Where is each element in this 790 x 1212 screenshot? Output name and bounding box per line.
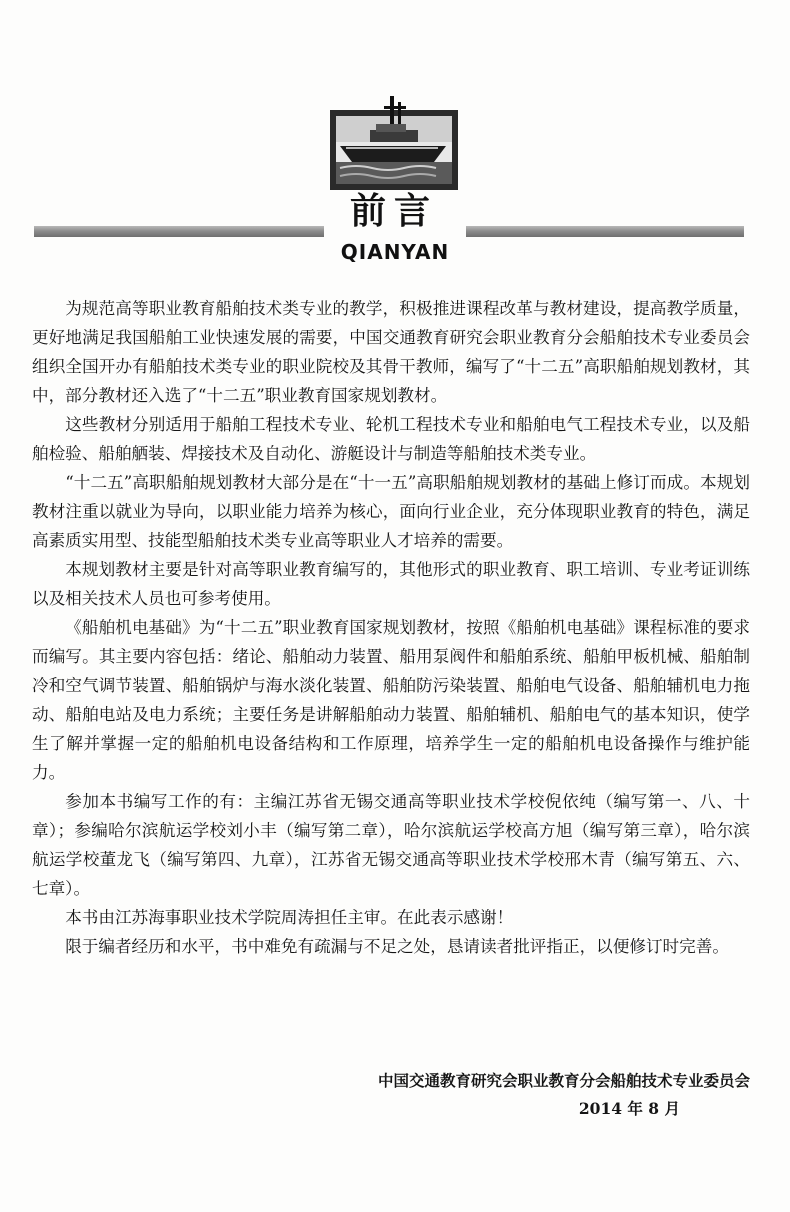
preface-body: [32, 294, 750, 961]
page-title: 前言: [349, 191, 438, 232]
paragraph: 参加本书编写工作的有：主编江苏省无锡交通高等职业技术学校倪依纯（编写第一、八、十章）；参编哈尔滨航运学校刘小丰（编写第二章），哈尔滨航运学校高方旭（编写第三章），哈尔滨航运学校董龙飞（编写第四、九章），江苏省无锡交通高等职业技术学校邢木青（编写第五、六、七章）。: [32, 792, 750, 898]
signature-organization: 中国交通教育研究会职业教育分会船舶技术专业委员会: [377, 1072, 750, 1090]
signature-block: [230, 1068, 750, 1122]
paragraph: “十二五”高职船舶规划教材大部分是在“十一五”高职船舶规划教材的基础上修订而成。本规划教材注重以就业为导向，以职业能力培养为核心，面向行业企业，充分体现职业教育的特色，满足高素质实用型、技能型船舶技术类专业高等职业人才培养的需要。: [32, 473, 750, 550]
ship-emblem-icon: [326, 96, 462, 192]
paragraph: 这些教材分别适用于船舶工程技术专业、轮机工程技术专业和船舶电气工程技术专业，以及船舶检验、船舶舾装、焊接技术及自动化、游艇设计与制造等船舶技术类专业。: [32, 415, 750, 463]
right-decorative-rule: [466, 226, 744, 237]
paragraph: 本书由江苏海事职业技术学院周涛担任主审。在此表示感谢！: [65, 908, 514, 927]
signature-date: 2014 年 8 月: [578, 1099, 680, 1118]
paragraph: 《船舶机电基础》为“十二五”职业教育国家规划教材，按照《船舶机电基础》课程标准的要求而编写。其主要内容包括：绪论、船舶动力装置、船用泵阀件和船舶系统、船舶甲板机械、船舶制冷和空气调节装置、船舶锅炉与海水淡化装置、船舶防污染装置、船舶电气设备、船舶辅机电力拖动、船舶电站及电力系统；主要任务是讲解船舶动力装置、船舶辅机、船舶电气的基本知识，使学生了解并掌握一定的船舶机电设备结构和工作原理，培养学生一定的船舶机电设备操作与维护能力。: [32, 618, 750, 782]
left-decorative-rule: [34, 226, 324, 237]
paragraph: 限于编者经历和水平，书中难免有疏漏与不足之处，恳请读者批评指正，以便修订时完善。: [65, 937, 729, 956]
preface-header: [0, 0, 790, 290]
paragraph: 为规范高等职业教育船舶技术类专业的教学，积极推进课程改革与教材建设，提高教学质量，更好地满足我国船舶工业快速发展的需要，中国交通教育研究会职业教育分会船舶技术专业委员会组织全国开办有船舶技术类专业的职业院校及其骨干教师，编写了“十二五”高职船舶规划教材，其中，部分教材还入选了“十二五”职业教育国家规划教材。: [32, 299, 750, 405]
page-title-pinyin: QIANYAN: [340, 240, 450, 264]
paragraph: 本规划教材主要是针对高等职业教育编写的，其他形式的职业教育、职工培训、专业考证训练以及相关技术人员也可参考使用。: [32, 560, 750, 608]
